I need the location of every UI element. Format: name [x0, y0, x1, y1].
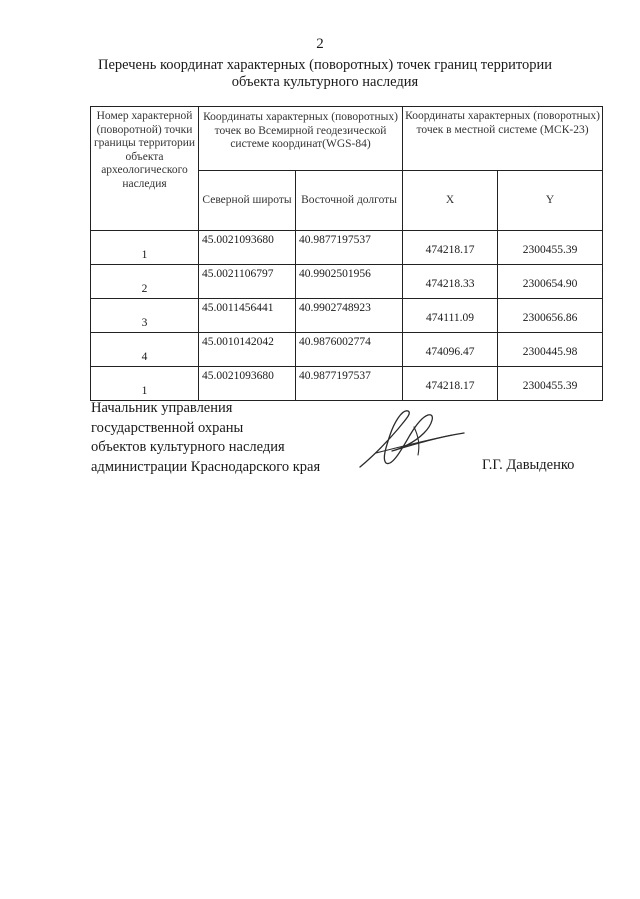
table-row	[91, 367, 603, 401]
cell-latitude: 45.0021093680	[199, 231, 296, 265]
signatory-position-line-3: объектов культурного наследия	[91, 439, 285, 455]
cell-x: 474218.33	[403, 265, 498, 299]
header-wgs84-group: Координаты характерных (поворотных) точек во Всемирной геодезической системе координат(WGS-84)	[199, 107, 403, 171]
table-row	[91, 231, 603, 265]
document-title	[60, 57, 590, 91]
header-x: X	[403, 171, 498, 231]
cell-latitude: 45.0021106797	[199, 265, 296, 299]
cell-longitude: 40.9902501956	[296, 265, 403, 299]
signatory-name: Г.Г. Давыденко	[482, 457, 575, 473]
table-row	[91, 265, 603, 299]
cell-y: 2300654.90	[498, 265, 603, 299]
cell-latitude: 45.0021093680	[199, 367, 296, 401]
document-title-line-1: Перечень координат характерных (поворотных) точек границ территории	[97, 57, 553, 73]
document-title-line-2: объекта культурного наследия	[231, 74, 419, 90]
cell-point: 3	[91, 299, 199, 333]
cell-point: 4	[91, 333, 199, 367]
cell-x: 474111.09	[403, 299, 498, 333]
cell-longitude: 40.9876002774	[296, 333, 403, 367]
table-row	[91, 333, 603, 367]
handwritten-signature	[352, 405, 472, 475]
header-point-number: Номер характерной (поворотной) точки границы территории объекта археологического наследия	[91, 107, 199, 231]
table-row	[91, 299, 603, 333]
cell-y: 2300455.39	[498, 367, 603, 401]
cell-latitude: 45.0011456441	[199, 299, 296, 333]
header-longitude: Восточной долготы	[296, 171, 403, 231]
cell-x: 474218.17	[403, 367, 498, 401]
cell-latitude: 45.0010142042	[199, 333, 296, 367]
cell-longitude: 40.9877197537	[296, 231, 403, 265]
signatory-position-line-2: государственной охраны	[91, 419, 244, 436]
cell-x: 474218.17	[403, 231, 498, 265]
cell-longitude: 40.9877197537	[296, 367, 403, 401]
cell-y: 2300656.86	[498, 299, 603, 333]
signatory-position-line-1: Начальник управления	[91, 400, 233, 416]
coordinates-table	[90, 106, 603, 401]
header-local-system-group: Координаты характерных (поворотных) точек в местной системе (МСК-23)	[403, 107, 603, 171]
signatory-position	[91, 399, 320, 477]
header-latitude: Северной широты	[199, 171, 296, 231]
cell-point: 1	[91, 367, 199, 401]
header-y: Y	[498, 171, 603, 231]
page-number: 2	[316, 36, 324, 52]
signatory-position-line-4: администрации Краснодарского края	[91, 458, 321, 475]
cell-longitude: 40.9902748923	[296, 299, 403, 333]
cell-point: 2	[91, 265, 199, 299]
cell-y: 2300445.98	[498, 333, 603, 367]
cell-point: 1	[91, 231, 199, 265]
cell-x: 474096.47	[403, 333, 498, 367]
cell-y: 2300455.39	[498, 231, 603, 265]
